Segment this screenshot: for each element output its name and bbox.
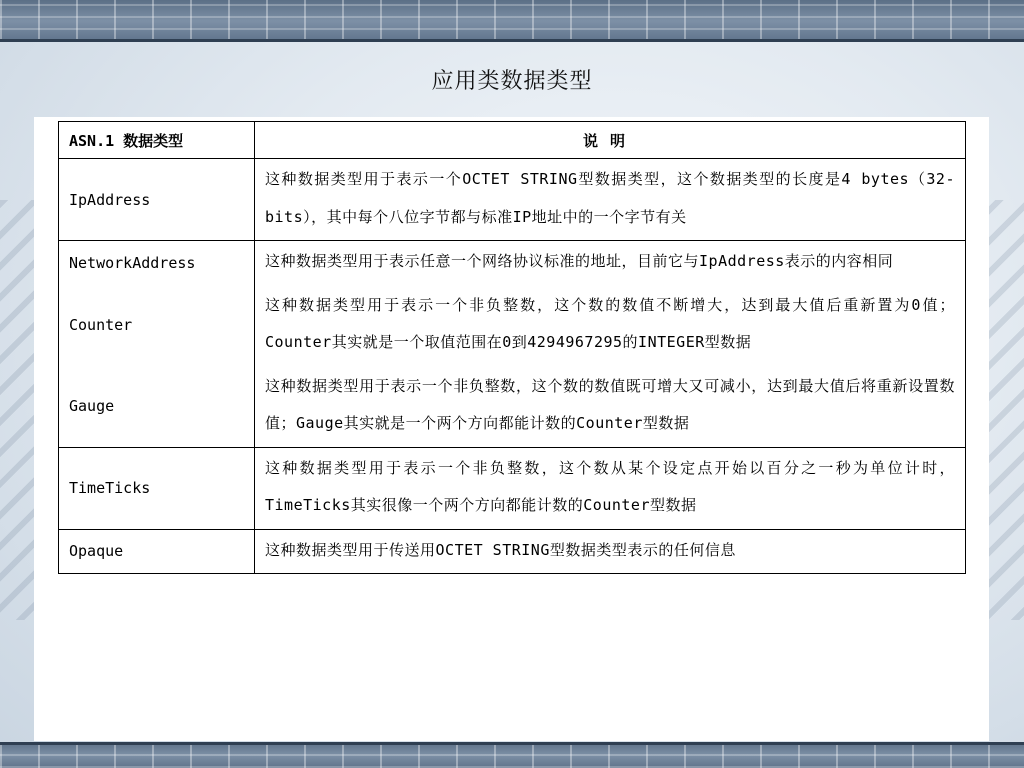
description-cell: 这种数据类型用于表示一个非负整数，这个数从某个设定点开始以百分之一秒为单位计时，TimeTicks其实很像一个两个方向都能计数的Counter型数据 bbox=[255, 447, 966, 529]
type-cell: Gauge bbox=[59, 366, 255, 448]
top-decorative-band bbox=[0, 0, 1024, 42]
type-cell: IpAddress bbox=[59, 159, 255, 241]
description-cell: 这种数据类型用于表示一个OCTET STRING型数据类型，这个数据类型的长度是4 bytes（32-bits），其中每个八位字节都与标准IP地址中的一个字节有关 bbox=[255, 159, 966, 241]
slide-title: 应用类数据类型 bbox=[431, 69, 593, 94]
table-row bbox=[59, 285, 966, 366]
table-row bbox=[59, 159, 966, 241]
bottom-decorative-band bbox=[0, 742, 1024, 768]
table-row bbox=[59, 366, 966, 448]
type-cell: Counter bbox=[59, 285, 255, 366]
header-description: 说明 bbox=[255, 122, 966, 159]
description-cell: 这种数据类型用于表示一个非负整数，这个数的数值既可增大又可减小，达到最大值后将重新设置数值；Gauge其实就是一个两个方向都能计数的Counter型数据 bbox=[255, 366, 966, 448]
table-row bbox=[59, 241, 966, 285]
type-cell: Opaque bbox=[59, 529, 255, 574]
table-row bbox=[59, 529, 966, 574]
type-cell: NetworkAddress bbox=[59, 241, 255, 285]
table-header-row bbox=[59, 122, 966, 159]
table-row bbox=[59, 447, 966, 529]
description-cell: 这种数据类型用于表示一个非负整数，这个数的数值不断增大，达到最大值后重新置为0值；Counter其实就是一个取值范围在0到4294967295的INTEGER型数据 bbox=[255, 285, 966, 366]
description-cell: 这种数据类型用于传送用OCTET STRING型数据类型表示的任何信息 bbox=[255, 529, 966, 574]
description-cell: 这种数据类型用于表示任意一个网络协议标准的地址，目前它与IpAddress表示的内容相同 bbox=[255, 241, 966, 285]
type-cell: TimeTicks bbox=[59, 447, 255, 529]
header-type: ASN.1 数据类型 bbox=[59, 122, 255, 159]
table-panel bbox=[34, 117, 989, 741]
asn1-data-types-table bbox=[58, 121, 966, 574]
